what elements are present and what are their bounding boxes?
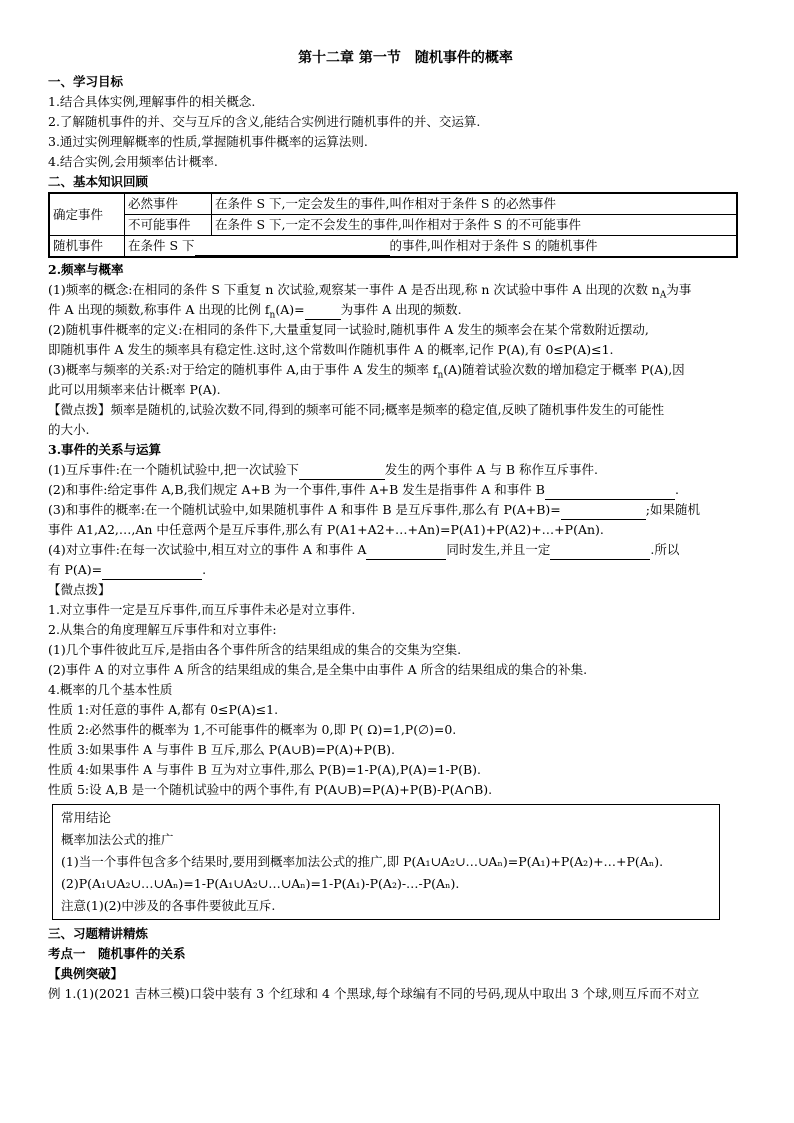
fill-blank — [102, 565, 202, 580]
goal-item: 3.通过实例理解概率的性质,掌握随机事件概率的运算法则. — [48, 134, 368, 149]
table-cell: 在条件 S 下,一定会发生的事件,叫作相对于条件 S 的必然事件 — [212, 193, 738, 215]
fill-blank — [366, 545, 446, 560]
section-heading-goals: 一、学习目标 — [48, 74, 124, 89]
text: (1)互斥事件:在一个随机试验中,把一次试验下 — [48, 462, 299, 477]
text: (A)随着试验次数的增加稳定于概率 P(A),因 — [443, 362, 685, 377]
text: ;如果随机 — [645, 502, 700, 517]
table-cell: 确定事件 — [49, 193, 125, 236]
topic-heading: 考点一 随机事件的关系 — [48, 946, 186, 961]
paragraph: (2)随机事件概率的定义:在相同的条件下,大量重复同一试验时,随机事件 A 发生的频率会在某个常数附近摆动, — [48, 322, 649, 337]
fill-blank — [550, 545, 650, 560]
paragraph: 事件 A1,A2,…,An 中任意两个是互斥事件,那么有 P(A1+A2+…+An)=P(A1)+P(A2)+…+P(An). — [48, 522, 604, 537]
paragraph — [48, 500, 763, 520]
text: . — [674, 482, 679, 497]
event-types-table — [48, 192, 738, 258]
subscript: A — [659, 290, 667, 301]
fill-blank — [299, 465, 385, 480]
text: (A)= — [275, 302, 305, 317]
text: (1)频率的概念:在相同的条件 S 下重复 n 次试验,观察某一事件 A 是否出现,称 n 次试验中事件 A 出现的次数 n — [48, 282, 660, 297]
paragraph: 件 A 出现的频数,称事件 A 出现的比例 $f_n(A)=$ 为事件 A 出现的频数. — [48, 302, 462, 321]
text: 有 P(A)= — [48, 562, 103, 577]
tip-line: 1.对立事件一定是互斥事件,而互斥事件未必是对立事件. — [48, 602, 356, 617]
paragraph: 即随机事件 A 发生的频率具有稳定性.这时,这个常数叫作随机事件 A 的概率,记作 P(A),有 0≤P(A)≤1. — [48, 342, 614, 357]
subheading-relations: 3.事件的关系与运算 — [48, 442, 162, 457]
document-page — [48, 48, 763, 1004]
text: 为事件 A 出现的频数. — [340, 302, 462, 317]
fill-blank — [305, 305, 341, 320]
table-text: 在条件 S 下 — [128, 238, 195, 253]
example-text: 例 1.(1)(2021 吉林三模)口袋中装有 3 个红球和 4 个黑球,每个球编有不同的号码,现从中取出 3 个球,则互斥而不对立 — [48, 986, 700, 1001]
property-item: 性质 1:对任意的事件 A,都有 0≤P(A)≤1. — [48, 702, 279, 717]
table-cell: 不可能事件 — [125, 215, 212, 236]
tip-line: 2.从集合的角度理解互斥事件和对立事件: — [48, 622, 277, 637]
table-cell: 在条件 S 下,一定不会发生的事件,叫作相对于条件 S 的不可能事件 — [212, 215, 738, 236]
text: (3)和事件的概率:在一个随机试验中,如果随机事件 A 和事件 B 是互斥事件,那么有 P(A+B)= — [48, 502, 561, 517]
subheading-frequency: 2.频率与概率 — [48, 262, 124, 277]
box-line: 概率加法公式的推广 — [61, 832, 174, 847]
goal-item: 1.结合具体实例,理解事件的相关概念. — [48, 94, 256, 109]
text: 为事 — [666, 282, 692, 297]
tip-line: (2)事件 A 的对立事件 A 所含的结果组成的集合,是全集中由事件 A 所含的结果组成的集合的补集. — [48, 662, 588, 677]
tip-line: (1)几个事件彼此互斥,是指由各个事件所含的结果组成的集合的交集为空集. — [48, 642, 462, 657]
table-cell: 随机事件 — [49, 236, 125, 258]
text: 件 A 出现的频数,称事件 A 出现的比例 f — [48, 302, 270, 317]
table-cell — [125, 236, 738, 258]
text: (2)和事件:给定事件 A,B,我们规定 A+B 为一个事件,事件 A+B 发生是指事件 A 和事件 B — [48, 482, 545, 497]
conclusion-box — [52, 804, 720, 920]
text: (3)概率与频率的关系:对于给定的随机事件 A,由于事件 A 发生的频率 f — [48, 362, 438, 377]
paragraph: (3)概率与频率的关系:对于给定的随机事件 A,由于事件 A 发生的频率 $f_n(A)$随着试验次数的增加稳定于概率 P(A),因 — [48, 362, 685, 381]
box-line: 注意(1)(2)中涉及的各事件要彼此互斥. — [61, 898, 276, 913]
paragraph — [48, 280, 763, 300]
table-cell: 必然事件 — [125, 193, 212, 215]
tip-text: 的大小. — [48, 422, 90, 437]
tip-heading: 【微点拨】 — [48, 582, 111, 597]
goal-item: 2.了解随机事件的并、交与互斥的含义,能结合实例进行随机事件的并、交运算. — [48, 114, 481, 129]
fill-blank — [561, 505, 646, 520]
example-heading: 【典例突破】 — [48, 966, 124, 981]
text: .所以 — [650, 542, 680, 557]
table-text: 的事件,叫作相对于条件 S 的随机事件 — [389, 238, 598, 253]
subheading-properties: 4.概率的几个基本性质 — [48, 682, 173, 697]
property-item: 性质 2:必然事件的概率为 1,不可能事件的概率为 0,即 P( Ω)=1,P(∅)=0. — [48, 722, 457, 737]
fill-blank — [195, 241, 390, 256]
text: 同时发生,并且一定 — [446, 542, 551, 557]
text: (4)对立事件:在每一次试验中,相互对立的事件 A 和事件 A — [48, 542, 367, 557]
property-item: 性质 5:设 A,B 是一个随机试验中的两个事件,有 P(A∪B)=P(A)+P(B)-P(A∩B). — [48, 782, 493, 797]
box-line: (2)P(A₁∪A₂∪…∪Aₙ)=1-P(A₁∪A₂∪…∪Aₙ)=1-P(A₁)-P(A₂)-…-P(Aₙ). — [61, 876, 460, 891]
paragraph — [48, 480, 763, 500]
paragraph — [48, 460, 763, 480]
section-heading-exercises: 三、习题精讲精炼 — [48, 926, 149, 941]
property-item: 性质 4:如果事件 A 与事件 B 互为对立事件,那么 P(B)=1-P(A),P(A)=1-P(B). — [48, 762, 482, 777]
paragraph: 此可以用频率来估计概率 P(A). — [48, 382, 221, 397]
goal-item: 4.结合实例,会用频率估计概率. — [48, 154, 218, 169]
tip-text: 【微点拨】频率是随机的,试验次数不同,得到的频率可能不同;概率是频率的稳定值,反映了随机事件发生的可能性 — [48, 402, 665, 417]
text: . — [202, 562, 207, 577]
page-title: 第十二章 第一节 随机事件的概率 — [298, 50, 513, 66]
paragraph — [48, 540, 763, 560]
paragraph — [48, 560, 763, 580]
section-heading-review: 二、基本知识回顾 — [48, 174, 149, 189]
box-line: (1)当一个事件包含多个结果时,要用到概率加法公式的推广,即 P(A₁∪A₂∪…∪Aₙ)=P(A₁)+P(A₂)+…+P(Aₙ). — [61, 854, 664, 869]
fill-blank — [545, 485, 675, 500]
box-line: 常用结论 — [61, 810, 112, 825]
text: 发生的两个事件 A 与 B 称作互斥事件. — [384, 462, 598, 477]
property-item: 性质 3:如果事件 A 与事件 B 互斥,那么 P(A∪B)=P(A)+P(B). — [48, 742, 396, 757]
